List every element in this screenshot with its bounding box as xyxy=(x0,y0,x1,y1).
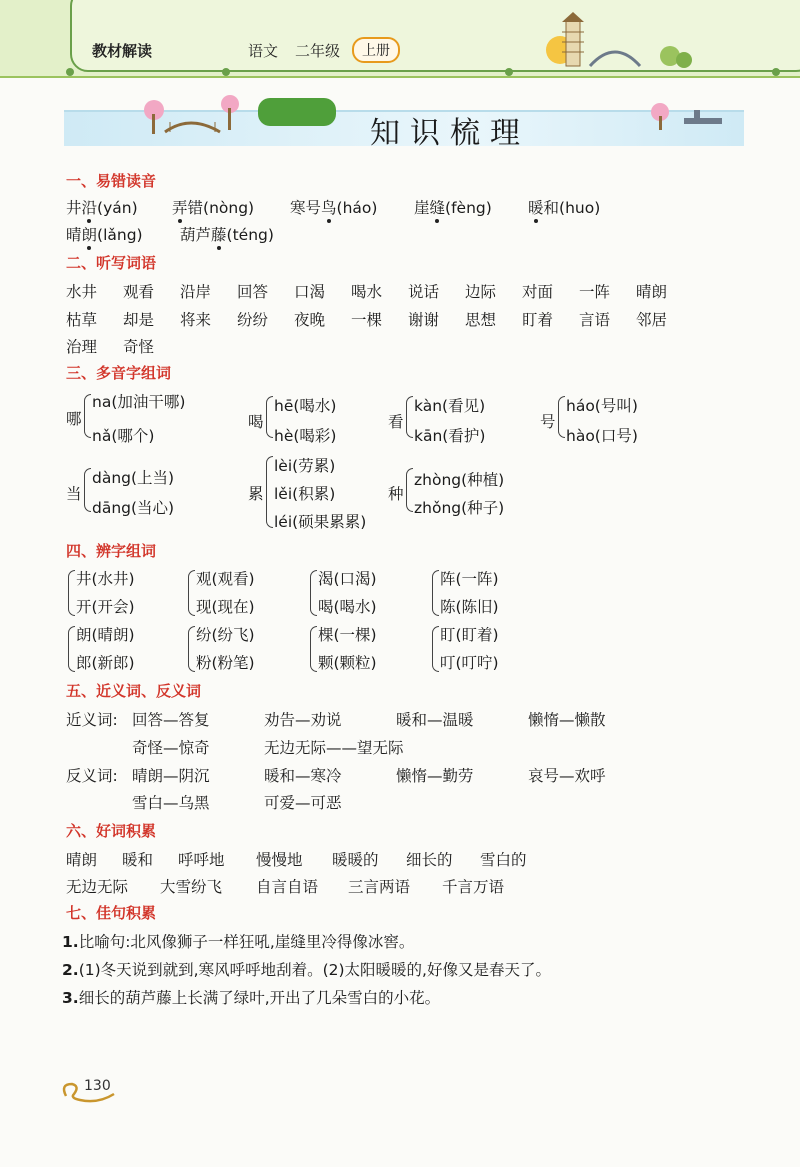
antonym-label: 反义词: xyxy=(66,767,118,785)
synonym-pair: 懒惰—懒散 xyxy=(528,711,606,729)
good-word: 晴朗 xyxy=(66,851,98,869)
polyphone-reading: hē(喝水) xyxy=(274,397,337,415)
synonym-pair: 劝告—劝说 xyxy=(264,711,342,729)
polyphone-reading: hè(喝彩) xyxy=(274,427,337,445)
section-heading: 二、听写词语 xyxy=(66,254,157,272)
brace xyxy=(406,396,413,438)
brace xyxy=(310,626,317,672)
polyphone-reading: léi(硕果累累) xyxy=(274,513,367,531)
volume-badge: 上册 xyxy=(352,37,400,63)
dictation-word: 夜晚 xyxy=(294,311,326,329)
brace xyxy=(188,626,195,672)
dictation-word: 沿岸 xyxy=(180,283,212,301)
header-dot xyxy=(222,68,230,76)
good-word: 呼呼地 xyxy=(178,851,225,869)
brace xyxy=(406,468,413,512)
good-word: 千言万语 xyxy=(442,878,505,896)
brace xyxy=(68,626,75,672)
section-heading: 一、易错读音 xyxy=(66,172,157,190)
brace xyxy=(68,570,75,616)
polyphone-reading: dàng(上当) xyxy=(92,469,175,487)
dictation-word: 观看 xyxy=(123,283,155,301)
char-pair-item: 井(水井) xyxy=(76,570,135,588)
char-pair-item: 现(现在) xyxy=(196,598,255,616)
good-word: 暖暖的 xyxy=(332,851,379,869)
antonym-pair: 雪白—乌黑 xyxy=(132,794,210,812)
synonym-pair: 回答—答复 xyxy=(132,711,210,729)
synonym-label: 近义词: xyxy=(66,711,118,729)
polyphone-char: 号 xyxy=(540,413,556,431)
dictation-word: 一棵 xyxy=(351,311,383,329)
section-heading: 三、多音字组词 xyxy=(66,364,172,382)
pronunciation-item: 崖缝(fèng) xyxy=(414,199,492,217)
synonym-pair: 暖和—温暖 xyxy=(396,711,474,729)
good-word: 慢慢地 xyxy=(256,851,303,869)
polyphone-reading: hào(口号) xyxy=(566,427,638,445)
pronunciation-item: 寒号鸟(háo) xyxy=(290,199,378,217)
good-word: 自言自语 xyxy=(256,878,319,896)
brace xyxy=(266,396,273,438)
pronunciation-item: 暖和(huo) xyxy=(528,199,601,217)
synonym-pair: 奇怪—惊奇 xyxy=(132,739,210,757)
dictation-word: 盯着 xyxy=(522,311,554,329)
pagoda-illustration xyxy=(520,10,700,72)
section-heading: 四、辨字组词 xyxy=(66,542,157,560)
polyphone-char: 累 xyxy=(248,485,264,503)
page-number: 130 xyxy=(84,1078,111,1094)
brace xyxy=(84,468,91,512)
char-pair-item: 陈(陈旧) xyxy=(440,598,499,616)
dictation-word: 晴朗 xyxy=(636,283,668,301)
polyphone-reading: dāng(当心) xyxy=(92,499,175,517)
polyphone-reading: zhǒng(种子) xyxy=(414,499,505,517)
char-pair-item: 开(开会) xyxy=(76,598,135,616)
dictation-word: 言语 xyxy=(579,311,611,329)
page-title: 知识梳理 xyxy=(370,116,530,151)
dictation-word: 回答 xyxy=(237,283,269,301)
char-pair-item: 盯(盯着) xyxy=(440,626,499,644)
antonym-pair: 暖和—寒冷 xyxy=(264,767,342,785)
polyphone-reading: kàn(看见) xyxy=(414,397,486,415)
landscape-illustration xyxy=(140,92,350,140)
char-pair-item: 纷(纷飞) xyxy=(196,626,255,644)
polyphone-char: 种 xyxy=(388,485,404,503)
char-pair-item: 颗(颗粒) xyxy=(318,654,377,672)
dictation-word: 对面 xyxy=(522,283,554,301)
antonym-pair: 哀号—欢呼 xyxy=(528,767,606,785)
good-word: 雪白的 xyxy=(480,851,527,869)
good-word: 大雪纷飞 xyxy=(160,878,223,896)
polyphone-reading: nǎ(哪个) xyxy=(92,427,155,445)
char-pair-item: 粉(粉笔) xyxy=(196,654,255,672)
dictation-word: 喝水 xyxy=(351,283,383,301)
dictation-word: 谢谢 xyxy=(408,311,440,329)
dictation-word: 纷纷 xyxy=(237,311,269,329)
brace xyxy=(432,570,439,616)
pronunciation-item: 井沿(yán) xyxy=(66,199,138,217)
pronunciation-item: 葫芦藤(téng) xyxy=(180,226,274,244)
char-pair-item: 朗(晴朗) xyxy=(76,626,135,644)
polyphone-char: 喝 xyxy=(248,413,264,431)
polyphone-char: 哪 xyxy=(66,410,82,428)
section-heading: 五、近义词、反义词 xyxy=(66,682,202,700)
header-dot xyxy=(772,68,780,76)
good-word: 暖和 xyxy=(122,851,154,869)
sentence-line: 2.(1)冬天说到就到,寒风呼呼地刮着。(2)太阳暖暖的,好像又是春天了。 xyxy=(62,961,551,979)
dictation-word: 说话 xyxy=(408,283,440,301)
synonym-pair: 无边无际——望无际 xyxy=(264,739,404,757)
antonym-pair: 可爱—可恶 xyxy=(264,794,342,812)
header-dot xyxy=(505,68,513,76)
good-word: 细长的 xyxy=(406,851,453,869)
brace xyxy=(558,396,565,438)
polyphone-reading: lèi(劳累) xyxy=(274,457,336,475)
polyphone-reading: kān(看护) xyxy=(414,427,486,445)
dictation-word: 奇怪 xyxy=(123,338,155,356)
dictation-word: 边际 xyxy=(465,283,497,301)
polyphone-char: 看 xyxy=(388,413,404,431)
polyphone-reading: zhòng(种植) xyxy=(414,471,505,489)
char-pair-item: 喝(喝水) xyxy=(318,598,377,616)
polyphone-reading: háo(号叫) xyxy=(566,397,638,415)
char-pair-item: 阵(一阵) xyxy=(440,570,499,588)
dictation-word: 思想 xyxy=(465,311,497,329)
dictation-word: 却是 xyxy=(123,311,155,329)
polyphone-reading: lěi(积累) xyxy=(274,485,336,503)
dictation-word: 治理 xyxy=(66,338,98,356)
good-word: 三言两语 xyxy=(348,878,411,896)
section-heading: 七、佳句积累 xyxy=(66,904,157,922)
dictation-word: 将来 xyxy=(180,311,212,329)
brace xyxy=(188,570,195,616)
dictation-word: 一阵 xyxy=(579,283,611,301)
subject-label: 语文 xyxy=(248,42,279,60)
brace xyxy=(432,626,439,672)
char-pair-item: 渴(口渴) xyxy=(318,570,377,588)
pronunciation-item: 晴朗(lǎng) xyxy=(66,226,143,244)
grade-label: 二年级 xyxy=(295,42,341,60)
char-pair-item: 观(观看) xyxy=(196,570,255,588)
polyphone-char: 当 xyxy=(66,485,82,503)
dictation-word: 枯草 xyxy=(66,311,98,329)
header-dot xyxy=(66,68,74,76)
polyphone-reading: na(加油干哪) xyxy=(92,393,186,411)
brace xyxy=(84,394,91,438)
brace xyxy=(310,570,317,616)
dictation-word: 水井 xyxy=(66,283,98,301)
sentence-line: 1.比喻句:北风像狮子一样狂吼,崖缝里冷得像冰窖。 xyxy=(62,933,415,951)
dictation-word: 邻居 xyxy=(636,311,668,329)
dictation-word: 口渴 xyxy=(294,283,326,301)
antonym-pair: 懒惰—勤劳 xyxy=(396,767,474,785)
char-pair-item: 郎(新郎) xyxy=(76,654,135,672)
brace xyxy=(266,456,273,528)
pronunciation-item: 弄错(nòng) xyxy=(172,199,255,217)
section-heading: 六、好词积累 xyxy=(66,822,157,840)
antonym-pair: 晴朗—阴沉 xyxy=(132,767,210,785)
sentence-line: 3.细长的葫芦藤上长满了绿叶,开出了几朵雪白的小花。 xyxy=(62,989,441,1007)
good-word: 无边无际 xyxy=(66,878,129,896)
book-series: 教材解读 xyxy=(92,42,153,60)
char-pair-item: 叮(叮咛) xyxy=(440,654,499,672)
char-pair-item: 棵(一棵) xyxy=(318,626,377,644)
lake-illustration xyxy=(640,100,730,134)
